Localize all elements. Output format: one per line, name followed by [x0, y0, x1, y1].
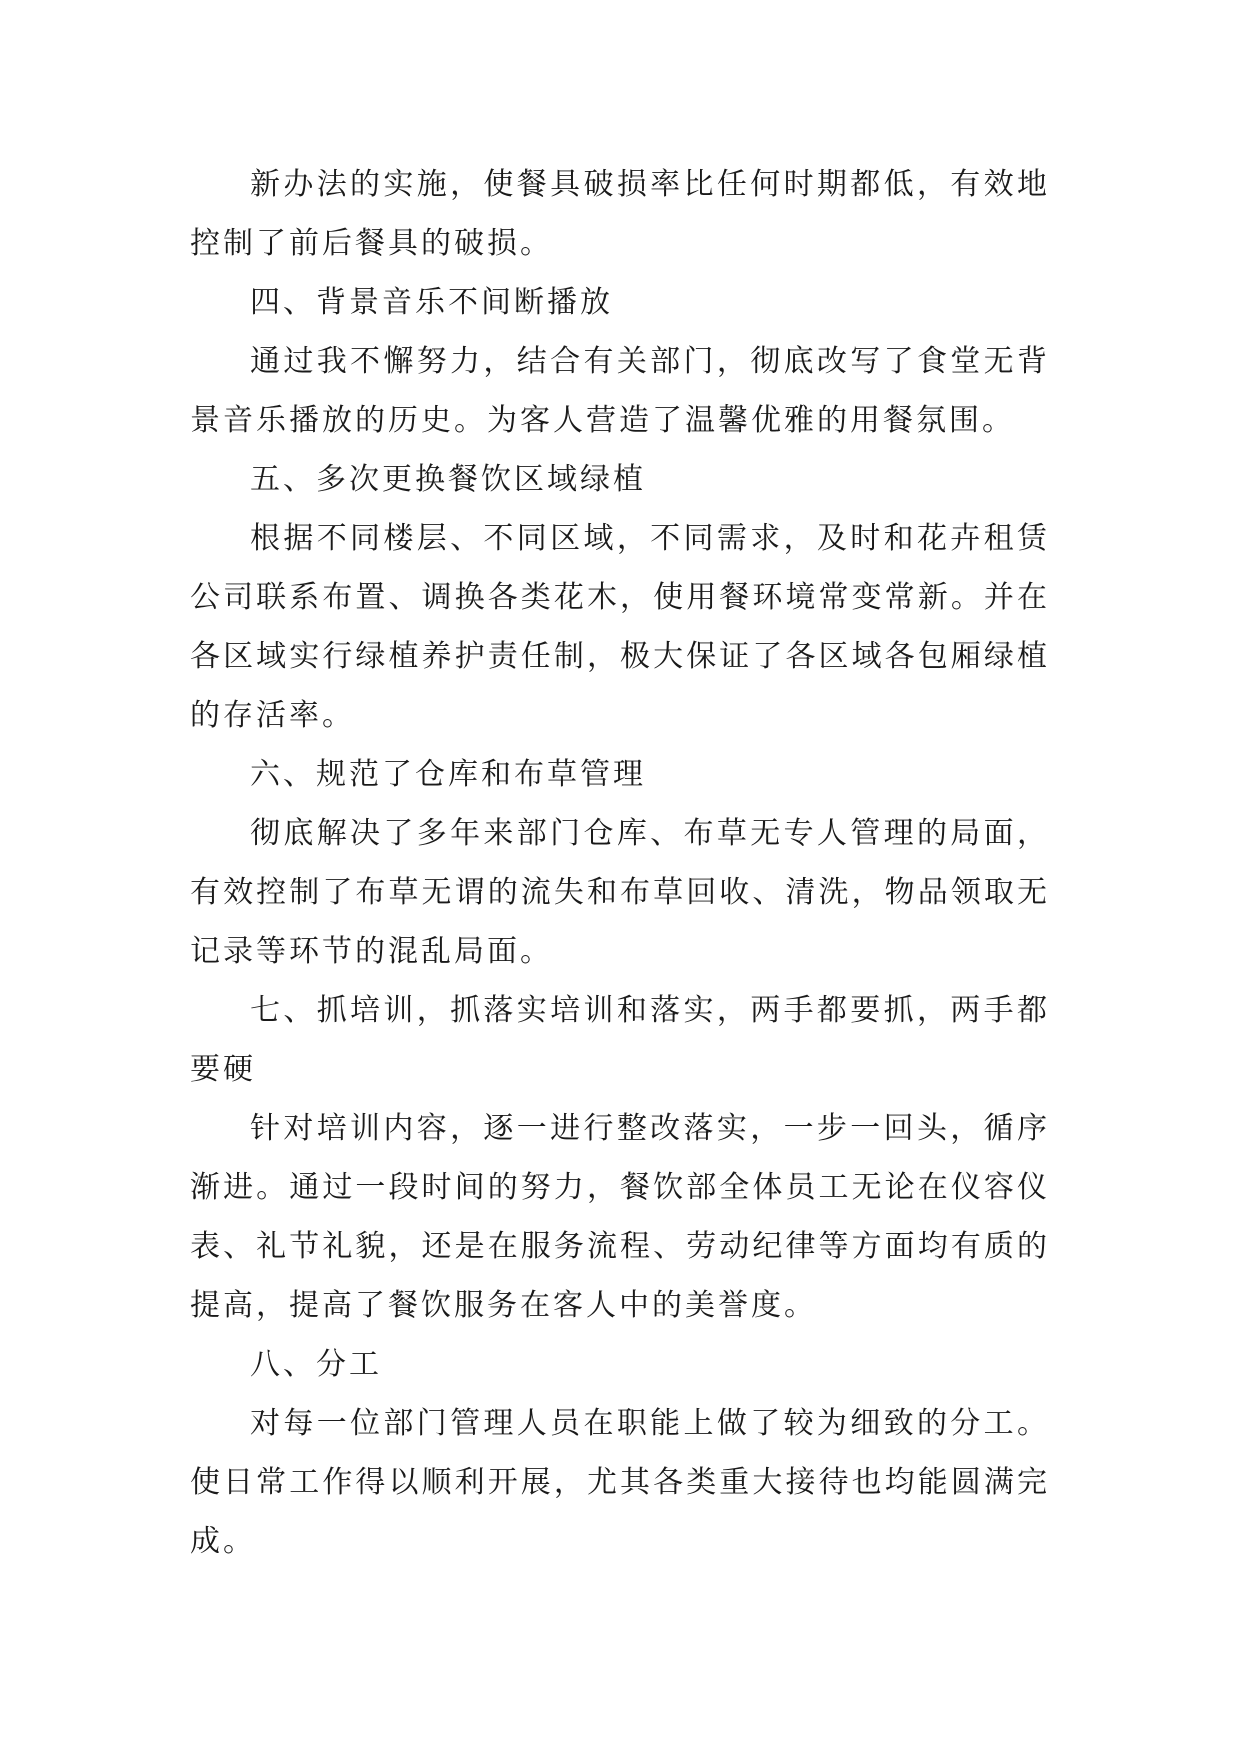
paragraph-background-music: 通过我不懈努力，结合有关部门，彻底改写了食堂无背景音乐播放的历史。为客人营造了温馨优雅的用餐氛围。	[190, 344, 1050, 438]
document-page	[190, 155, 1050, 1571]
heading-training: 七、抓培训，抓落实培训和落实，两手都要抓，两手都要硬	[190, 993, 1050, 1087]
paragraph-greenery: 根据不同楼层、不同区域，不同需求，及时和花卉租赁公司联系布置、调换各类花木，使用餐环境常变常新。并在各区域实行绿植养护责任制，极大保证了各区域各包厢绿植的存活率。	[190, 521, 1050, 733]
paragraph-tableware-result: 新办法的实施，使餐具破损率比任何时期都低，有效地控制了前后餐具的破损。	[190, 167, 1050, 261]
paragraph-warehouse-linen: 彻底解决了多年来部门仓库、布草无专人管理的局面，有效控制了布草无谓的流失和布草回收、清洗，物品领取无记录等环节的混乱局面。	[190, 816, 1050, 969]
heading-background-music: 四、背景音乐不间断播放	[250, 285, 613, 320]
heading-greenery: 五、多次更换餐饮区域绿植	[250, 462, 646, 497]
heading-warehouse-linen: 六、规范了仓库和布草管理	[250, 757, 646, 792]
paragraph-division-of-labor: 对每一位部门管理人员在职能上做了较为细致的分工。使日常工作得以顺利开展，尤其各类重大接待也均能圆满完成。	[190, 1406, 1050, 1559]
heading-division-of-labor: 八、分工	[250, 1347, 382, 1382]
paragraph-training: 针对培训内容，逐一进行整改落实，一步一回头，循序渐进。通过一段时间的努力，餐饮部全体员工无论在仪容仪表、礼节礼貌，还是在服务流程、劳动纪律等方面均有质的提高，提高了餐饮服务在客人中的美誉度。	[190, 1111, 1050, 1323]
